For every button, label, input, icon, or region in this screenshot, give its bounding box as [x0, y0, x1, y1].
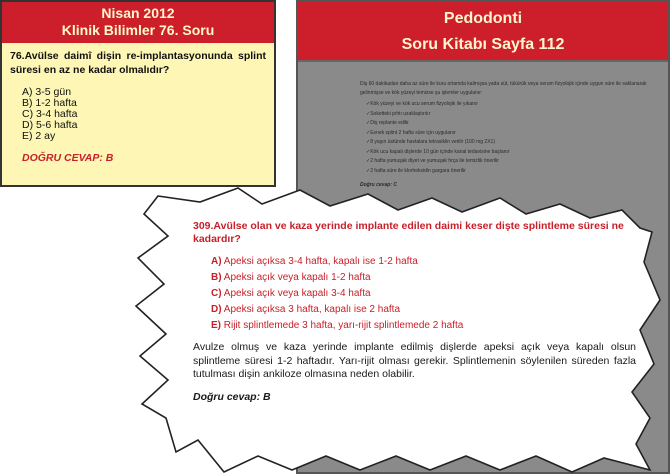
option-text: Rijit splintlemede 3 hafta, yarı-rijit splintlemede 2 hafta — [223, 320, 464, 331]
book-step: ✓ Kök yüzeyi ve kök ucu serum fizyolojik ile yıkanır — [366, 100, 656, 110]
book-step: ✓ 2 hafta süre ile klorheksidin gargara önerilir — [366, 167, 656, 177]
book-step: ✓ 8 yaşın üstünde hastalara tetrasiklin verilir (100 mg 2X1) — [366, 138, 656, 148]
exam-option: C) 3-4 hafta — [22, 108, 78, 120]
book-page-title: Pedodonti — [443, 10, 523, 27]
bubble-answer: Doğru cevap: B — [193, 390, 271, 403]
option-letter: D) — [211, 304, 222, 315]
book-answer: Doğru cevap: C — [360, 182, 397, 188]
exam-option: B) 1-2 hafta — [22, 97, 77, 109]
bubble-option — [211, 286, 636, 302]
bubble-option — [211, 254, 636, 270]
option-letter: A) — [211, 256, 222, 267]
exam-question-text: 76.Avülse daimî dişin re-implantasyonunda splint süresi en az ne kadar olmalıdır? — [10, 50, 266, 76]
book-step: ✓ Soketteki pıhtı uzaklaştırılır — [366, 110, 656, 120]
option-text: Apeksi açık veya kapalı 1-2 hafta — [223, 272, 371, 283]
book-step: ✓ Kök ucu kapalı dişlerde 10 gün içinde kanal tedavisine başlanır — [366, 148, 656, 158]
option-text: Apeksi açıksa 3-4 hafta, kapalı ise 1-2 hafta — [223, 256, 418, 267]
book-step: ✓ Esnek splint 2 hafta süre için uygulanır — [366, 129, 656, 139]
bubble-content — [193, 220, 636, 403]
bubble-question-text: 309.Avülse olan ve kaza yerinde implante edilen daimi keser dişte splintleme süresi ne kadardır? — [193, 220, 624, 245]
book-page-subtitle: Soru Kitabı Sayfa 112 — [401, 36, 565, 53]
bubble-explanation: Avulze olmuş ve kaza yerinde implante edilmiş dişlerde apeksi açık veya kapalı olsun splintleme süresi 1-2 haftadır. Yarı-rijit olması gerekir. Splintlemenin söylenilen süreden fazla tutulması dişin ankiloze olmasına neden olabilir. — [193, 341, 636, 380]
option-letter: C) — [211, 288, 222, 299]
book-intro: Diş 60 dakikadan daha az süre ile kuru ortamda kalmışsa yada süt, tükürük veya serum fizyolojik içinde uygun süre ile saklanarak gelinmişse ve kök yüzeyi temizse şu işlemler uygulanır: — [360, 81, 647, 96]
option-letter: B) — [211, 272, 222, 283]
option-text: Apeksi açık veya kapalı 3-4 hafta — [223, 288, 371, 299]
option-text: Apeksi açıksa 3 hafta, kapalı ise 2 hafta — [223, 304, 401, 315]
exam-card-subtitle: Klinik Bilimler 76. Soru — [61, 22, 215, 38]
bubble-option — [211, 318, 636, 334]
exam-option: D) 5-6 hafta — [22, 119, 78, 131]
bubble-option — [211, 270, 636, 286]
exam-option: E) 2 ay — [22, 130, 56, 142]
book-step: ✓ Diş replante edilir — [366, 119, 656, 129]
book-step: ✓ 2 hafta yumuşak diyet ve yumuşak fırça ile temizlik önerilir — [366, 157, 656, 167]
exam-option: A) 3-5 gün — [22, 86, 72, 98]
exam-card-title: Nisan 2012 — [101, 5, 175, 21]
option-letter: E) — [211, 320, 221, 331]
bubble-options-list — [211, 254, 636, 334]
exam-answer: DOĞRU CEVAP: B — [22, 152, 114, 164]
bubble-option — [211, 302, 636, 318]
